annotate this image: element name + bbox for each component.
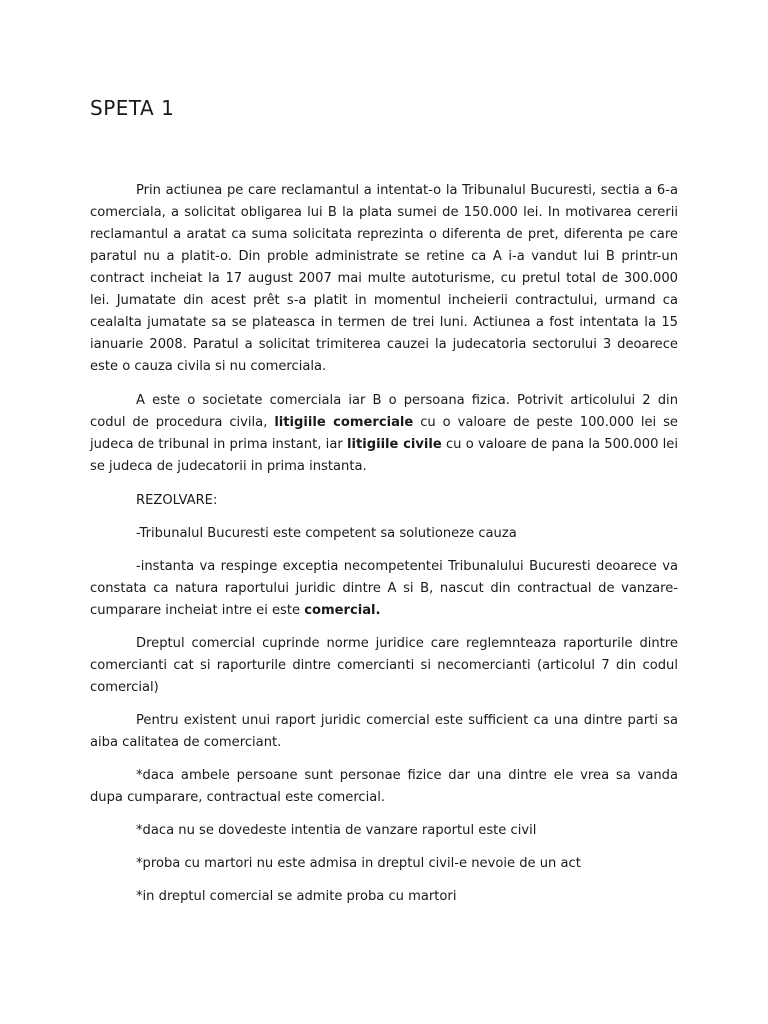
text-run: -Tribunalul Bucuresti este competent sa solutioneze cauza (136, 526, 517, 541)
text-run: *in dreptul comercial se admite proba cu martori (136, 889, 457, 904)
paragraph-p6 (90, 633, 678, 699)
paragraph-p11 (90, 886, 678, 908)
text-run: Dreptul comercial cuprinde norme juridice care reglemnteaza raporturile dintre comercianti cat si raporturile dintre comercianti si necomercianti (articolul 7 din codul comercial) (90, 636, 678, 695)
paragraph-p9 (90, 820, 678, 842)
text-run: *daca nu se dovedeste intentia de vanzare raportul este civil (136, 823, 537, 838)
text-run: *daca ambele persoane sunt personae fizice dar una dintre ele vrea sa vanda dupa cumparare, contractual este comercial. (90, 768, 678, 805)
document-title: SPETA 1 (90, 96, 175, 120)
paragraph-p5 (90, 556, 678, 622)
text-run: *proba cu martori nu este admisa in dreptul civil-e nevoie de un act (136, 856, 581, 871)
paragraph-p8 (90, 765, 678, 809)
text-run: REZOLVARE: (136, 493, 218, 508)
paragraph-p7 (90, 710, 678, 754)
paragraph-p10 (90, 853, 678, 875)
paragraph-p1 (90, 180, 678, 378)
text-run: Prin actiunea pe care reclamantul a intentat-o la Tribunalul Bucuresti, sectia a 6-a comerciala, a solicitat obligarea lui B la plata sumei de 150.000 lei. In motivarea cererii reclamantul a aratat ca suma solicitata reprezinta o diferenta de pret, diferenta pe care paratul nu a platit-o. Din proble administrate se retine ca A i-a vandut lui B printr-un contract incheiat la 17 august 2007 mai multe autoturisme, cu pretul total de 300.000 lei. Jumatate din acest prêt s-a platit in momentul incheierii contractului, urmand ca cealalta jumatate sa se plateasca in termen de trei luni. Actiunea a fost intentata la 15 ianuarie 2008. Paratul a solicitat trimiterea cauzei la judecatoria sectorului 3 deoarece este o cauza civila si nu comerciala. (90, 183, 678, 374)
text-run: Pentru existent unui raport juridic comercial este sufficient ca una dintre parti sa aiba calitatea de comerciant. (90, 713, 678, 750)
text-run: cu o valoare de pana la 500.000 lei se judeca de judecatorii in prima instanta. (90, 437, 678, 474)
document-body (90, 180, 678, 919)
text-run: cu o valoare de peste 100.000 lei se judeca de tribunal in prima instant, iar (90, 415, 678, 452)
bold-text-run: comercial. (304, 603, 381, 618)
paragraph-p2 (90, 390, 678, 478)
text-run: A este o societate comerciala iar B o persoana fizica. Potrivit articolului 2 din codul de procedura civila, (90, 393, 678, 430)
bold-text-run: litigiile comerciale (274, 415, 414, 430)
paragraph-p4 (90, 523, 678, 545)
text-run: -instanta va respinge exceptia necompetentei Tribunalului Bucuresti deoarece va constata ca natura raportului juridic dintre A si B, nascut din contractual de vanzare-cumparare incheiat intre ei este (90, 559, 678, 618)
bold-text-run: litigiile civile (346, 437, 442, 452)
paragraph-p3 (90, 490, 678, 512)
